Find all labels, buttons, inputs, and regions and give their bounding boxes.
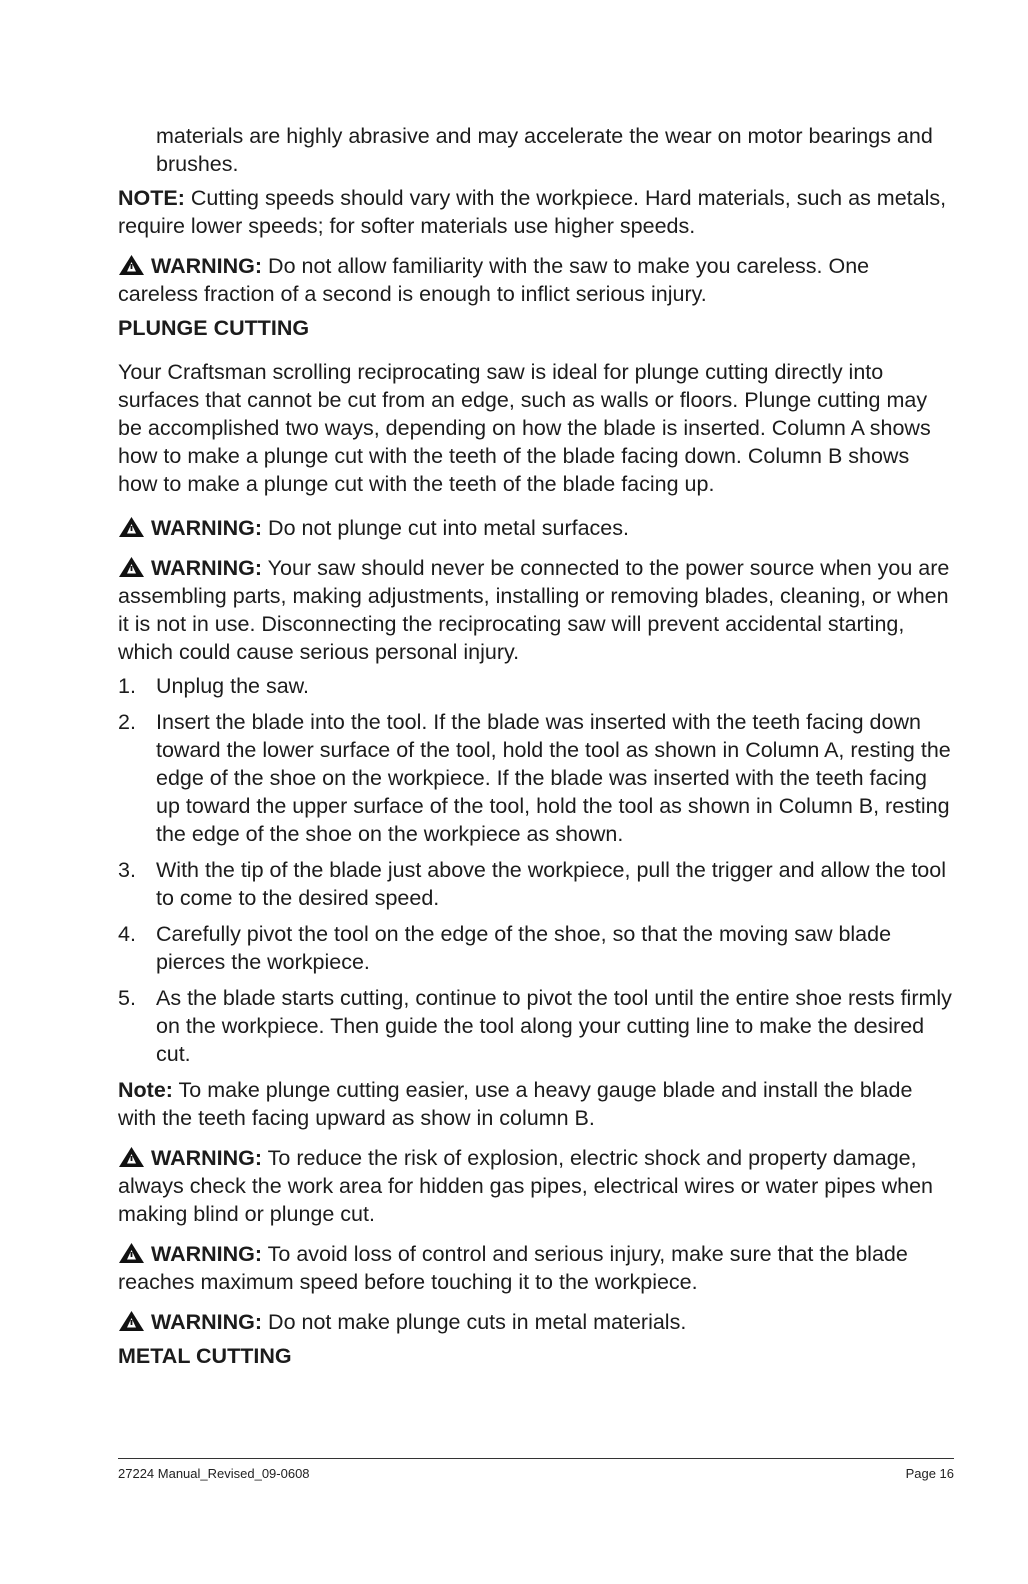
list-item (118, 672, 954, 700)
warning-loss-of-control (118, 1240, 954, 1296)
warning-triangle-icon (118, 1146, 145, 1168)
warning-text: Do not allow familiarity with the saw to make you careless. One careless fraction of a second is enough to inflict serious injury. (118, 254, 870, 306)
plunge-steps-list (118, 672, 954, 1068)
list-item (118, 856, 954, 912)
warning-text: Your saw should never be connected to the power source when you are assembling parts, making adjustments, installing or removing blades, cleaning, or when it is not in use. Disconnecting the reciprocating saw will prevent accidental starting, which could cause serious personal injury. (118, 556, 950, 664)
step-number: 5. (118, 986, 136, 1010)
warning-triangle-icon (118, 1310, 145, 1332)
warning-text: To reduce the risk of explosion, electric shock and property damage, always check the work area for hidden gas pipes, electrical wires or water pipes when making blind or plunge cut. (118, 1146, 934, 1226)
warning-label: WARNING: (151, 556, 263, 580)
note-cutting-speeds (118, 184, 954, 240)
warning-label: WARNING: (151, 516, 263, 540)
list-item (118, 984, 954, 1068)
warning-metal-materials (118, 1308, 954, 1336)
warning-text: Do not plunge cut into metal surfaces. (262, 516, 629, 540)
manual-page-content (118, 122, 954, 1370)
step-number: 2. (118, 710, 136, 734)
warning-text: To avoid loss of control and serious injury, make sure that the blade reaches maximum speed before touching it to the workpiece. (118, 1242, 908, 1294)
warning-triangle-icon (118, 254, 145, 276)
page-footer (118, 1458, 954, 1481)
note-plunge-easier (118, 1076, 954, 1132)
plunge-cutting-heading: PLUNGE CUTTING (118, 316, 310, 340)
warning-triangle-icon (118, 1242, 145, 1264)
warning-triangle-icon (118, 556, 145, 578)
continuation-text: materials are highly abrasive and may accelerate the wear on motor bearings and brushes. (156, 124, 933, 176)
warning-triangle-icon (118, 516, 145, 538)
plunge-intro-paragraph: Your Craftsman scrolling reciprocating saw is ideal for plunge cutting directly into surfaces that cannot be cut from an edge, such as walls or floors. Plunge cutting may be accomplished two ways, depending on how the blade is inserted. Column A shows how to make a plunge cut with the teeth of the blade facing down. Column B shows how to make a plunge cut with the teeth of the blade facing up. (118, 360, 931, 496)
note-text: Cutting speeds should vary with the workpiece. Hard materials, such as metals, require lower speeds; for softer materials use higher speeds. (118, 186, 947, 238)
step-text: Insert the blade into the tool. If the blade was inserted with the teeth facing down toward the lower surface of the tool, hold the tool as shown in Column A, resting the edge of the shoe on the workpiece. If the blade was inserted with the teeth facing up toward the upper surface of the tool, hold the tool as shown in Column B, resting the edge of the shoe on the workpiece as shown. (156, 710, 951, 846)
list-item (118, 920, 954, 976)
warning-label: WARNING: (151, 1242, 263, 1266)
warning-familiarity (118, 252, 954, 308)
warning-explosion (118, 1144, 954, 1228)
warning-label: WARNING: (151, 254, 263, 278)
warning-label: WARNING: (151, 1310, 263, 1334)
metal-cutting-heading: METAL CUTTING (118, 1344, 292, 1368)
step-text: Unplug the saw. (156, 674, 309, 698)
step-number: 4. (118, 922, 136, 946)
note-label: Note: (118, 1078, 173, 1102)
warning-metal-surfaces (118, 514, 954, 542)
warning-label: WARNING: (151, 1146, 263, 1170)
warning-text: Do not make plunge cuts in metal materials. (262, 1310, 687, 1334)
list-item (118, 708, 954, 848)
step-number: 1. (118, 674, 136, 698)
warning-power-source (118, 554, 954, 666)
note-text: To make plunge cutting easier, use a heavy gauge blade and install the blade with the teeth facing upward as show in column B. (118, 1078, 913, 1130)
footer-doc-id: 27224 Manual_Revised_09-0608 (118, 1466, 310, 1481)
step-number: 3. (118, 858, 136, 882)
note-label: NOTE: (118, 186, 185, 210)
step-text: With the tip of the blade just above the workpiece, pull the trigger and allow the tool to come to the desired speed. (156, 858, 946, 910)
step-text: Carefully pivot the tool on the edge of the shoe, so that the moving saw blade pierces the workpiece. (156, 922, 892, 974)
step-text: As the blade starts cutting, continue to pivot the tool until the entire shoe rests firmly on the workpiece. Then guide the tool along your cutting line to make the desired cut. (156, 986, 952, 1066)
footer-page-number: Page 16 (905, 1466, 954, 1481)
